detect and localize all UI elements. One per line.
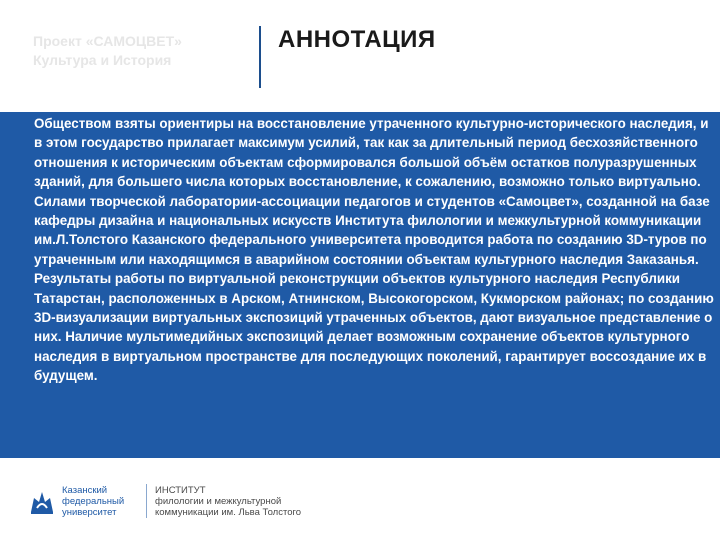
annotation-text [34,114,716,386]
university-line-3: университет [62,506,117,518]
footer-logos [28,483,335,519]
header-divider [259,26,261,88]
university-name [62,485,140,518]
project-name-line-1: Проект «САМОЦВЕТ» [33,33,182,49]
institute-line-1: ИНСТИТУТ [155,484,206,496]
annotation-paragraph-1: Обществом взяты ориентиры на восстановление утраченного культурно-исторического наследия, и в этом государство прилагает максимум усилий, так как за длительный период бесхозяйственного отношения к историческим объектам сформировался большой объём остатков полуразрушенных зданий, для большего числа которых восстановление, к сожалению, возможно только виртуально. [34,116,709,190]
page-title: АННОТАЦИЯ [278,26,436,53]
institute-name [155,485,335,518]
university-line-2: федеральный [62,495,125,507]
footer-divider [146,484,147,518]
kfu-logo-icon [28,486,56,516]
annotation-paragraph-3: Результаты работы по виртуальной реконструкции объектов культурного наследия Республики Татарстан, расположенных в Арском, Атнинском, Высокогорском, Кукморском районах; по созданию 3D-визуализации виртуальных экспозиций утраченных объектов, дают визуальное представление о них. Наличие мультимедийных экспозиций делает возможным сохранение объектов культурного наследия в виртуальном пространстве для последующих поколений, гарантирует воссоздание их в будущем. [34,271,714,384]
institute-line-2: филологии и межкультурной [155,495,282,507]
project-name [33,32,253,70]
annotation-paragraph-2: Силами творческой лаборатории-ассоциации педагогов и студентов «Самоцвет», созданной на базе кафедры дизайна и национальных искусств Института филологии и межкультурной коммуникации им.Л.Толстого Казанского федерального университета проводится работа по созданию 3D-туров по утраченным или находящимся в аварийном состоянии объектам культурного наследия Заказанья. [34,193,710,267]
university-line-1: Казанский [62,484,108,496]
institute-line-3: коммуникации им. Льва Толстого [155,506,302,518]
project-name-line-2: Культура и История [33,52,172,68]
